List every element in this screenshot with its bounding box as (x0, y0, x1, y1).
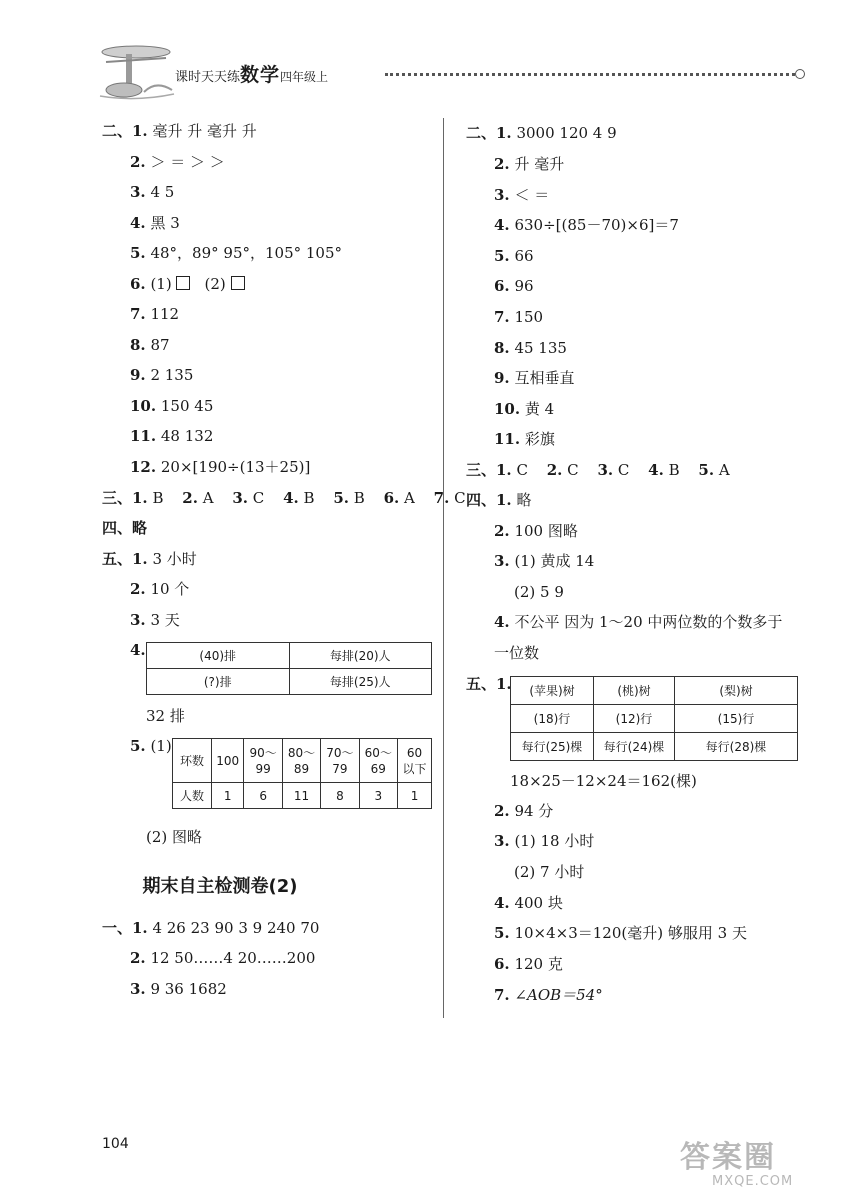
left-s5-l1 (102, 549, 197, 569)
answer: C (454, 489, 466, 507)
item-num: 5. (333, 489, 349, 507)
watermark-logo-icon (672, 1130, 822, 1190)
left-s3 (102, 488, 466, 508)
header-subject: 数学 (240, 64, 281, 86)
item-num: 4. (494, 216, 510, 234)
left-s2-l10 (130, 396, 213, 416)
square-icon (231, 276, 245, 290)
column-divider (443, 118, 444, 1018)
table-cell: (12)行 (594, 705, 675, 733)
table-cell: 80～ 89 (282, 739, 320, 783)
answer: ＞ ＝ ＞ ＞ (150, 153, 225, 171)
item-num: 2. (182, 489, 198, 507)
right-s2-l8 (494, 338, 567, 358)
right-s5-l4 (494, 893, 563, 913)
item-num: 5. (130, 737, 146, 755)
right-s5-l7 (494, 985, 603, 1005)
answer: 2 135 (150, 366, 194, 384)
answer: 120 克 (514, 955, 563, 973)
table-cell: (苹果)树 (511, 677, 594, 705)
left-s2-l8 (130, 335, 170, 355)
item-num: 3. (130, 611, 146, 629)
left-s2-l6 (130, 274, 245, 294)
answer: B (353, 489, 365, 507)
item-num: 7. (130, 305, 146, 323)
left-s2-l9 (130, 365, 193, 385)
sub-1: (1) (150, 275, 172, 293)
item-num: 9. (130, 366, 146, 384)
answer: 略 (516, 491, 532, 509)
item-num: 三、1. (466, 461, 512, 479)
answer: 不公平 因为 1～20 中两位数的个数多于 (514, 613, 783, 631)
item-num: 7. (494, 986, 510, 1004)
table-cell: 每排(20)人 (289, 643, 432, 669)
right-s5-l6 (494, 954, 563, 974)
item-num: 6. (494, 955, 510, 973)
item-num: 10. (494, 400, 521, 418)
right-s4-l4b: 一位数 (494, 644, 540, 662)
answer: ＜ ＝ (514, 186, 550, 204)
table-cell: 每行(28)棵 (675, 733, 798, 761)
right-s4-l1 (466, 490, 531, 510)
left-p2-l2 (130, 948, 315, 968)
table-cell: 3 (359, 783, 397, 809)
left-s5-ans4: 32 排 (146, 707, 185, 725)
table-cell: 8 (321, 783, 359, 809)
page-number: 104 (102, 1136, 129, 1152)
item-num: 7. (494, 308, 510, 326)
right-s2-l10 (494, 399, 554, 419)
table-cell: 每排(25)人 (289, 669, 432, 695)
item-num: 4. (494, 613, 510, 631)
left-s5-l4: 4. (130, 641, 146, 659)
table-cell: 60 以下 (398, 739, 432, 783)
answer: (1) 黄成 14 (514, 552, 595, 570)
item-num: 5. (494, 247, 510, 265)
answer: 400 块 (514, 894, 563, 912)
left-s5-l2 (130, 579, 189, 599)
running-header (175, 60, 328, 87)
answer: 45 135 (514, 339, 567, 357)
score-table (172, 738, 432, 809)
item-num: 10. (130, 397, 157, 415)
item-num: 5. (698, 461, 715, 479)
square-icon (176, 276, 190, 290)
answer: C (252, 489, 265, 507)
answer: C (617, 461, 630, 479)
item-num: 二、1. (102, 122, 148, 140)
item-num: 五、1. (102, 550, 148, 568)
answer: 3 天 (150, 611, 180, 629)
table-cell: 每行(25)棵 (511, 733, 594, 761)
item-num: 3. (494, 832, 510, 850)
answer: 4 5 (150, 183, 175, 201)
table-cell: (15)行 (675, 705, 798, 733)
left-s2-l3 (130, 182, 174, 202)
answer: 互相垂直 (514, 369, 575, 387)
answer: A (718, 461, 730, 479)
right-s2-l3 (494, 185, 549, 205)
item-num: 8. (130, 336, 146, 354)
answer: 48 132 (160, 427, 214, 445)
table-cell: (18)行 (511, 705, 594, 733)
item-num: 7. (433, 489, 450, 507)
item-num: 4. (494, 894, 510, 912)
right-s5-l5 (494, 923, 747, 943)
answer: 4 26 23 90 3 9 240 70 (152, 919, 320, 937)
answer: ∠AOB＝54° (514, 986, 603, 1004)
left-p2-l3 (130, 979, 227, 999)
right-s5-eq1: 18×25－12×24＝162(棵) (510, 772, 697, 790)
answer: 94 分 (514, 802, 554, 820)
item-num: 4. (283, 489, 299, 507)
answer: 3 小时 (152, 550, 197, 568)
right-s2-l7 (494, 307, 543, 327)
item-num: 8. (494, 339, 510, 357)
right-s5-l1: 五、1. (466, 675, 512, 693)
left-s2-l5 (130, 243, 342, 263)
left-s4: 四、略 (102, 519, 148, 537)
item-num: 4. (648, 461, 664, 479)
item-num: 2. (130, 580, 146, 598)
right-s4-l4 (494, 612, 782, 632)
right-s2-l4 (494, 215, 679, 235)
left-s5-l5 (130, 736, 172, 756)
item-num: 3. (232, 489, 249, 507)
right-s2-l9 (494, 368, 574, 388)
answer: 3000 120 4 9 (516, 124, 617, 142)
item-num: 11. (130, 427, 157, 445)
answer: 升 毫升 (514, 155, 565, 173)
item-num: 11. (494, 430, 521, 448)
table-cell: 人数 (173, 783, 212, 809)
table-cell: (桃)树 (594, 677, 675, 705)
item-num: 一、1. (102, 919, 148, 937)
item-num: 3. (130, 183, 146, 201)
table-cell: (梨)树 (675, 677, 798, 705)
answer: B (152, 489, 164, 507)
answer: 150 45 (160, 397, 214, 415)
trees-table (510, 676, 798, 761)
item-num: 5. (130, 244, 146, 262)
answer: 112 (150, 305, 180, 323)
table-cell: (?)排 (147, 669, 290, 695)
item-num: 9. (494, 369, 510, 387)
right-s5-l3b: (2) 7 小时 (514, 863, 585, 881)
answer: 48°，89° 95°，105° 105° (150, 244, 343, 262)
sub-2: (2) (204, 275, 226, 293)
item-num: 2. (494, 522, 510, 540)
watermark-small: MXQE.COM (712, 1174, 794, 1189)
people-rows-table (146, 642, 432, 695)
left-s2-l7 (130, 304, 179, 324)
section-title: 期末自主检测卷(2) (142, 876, 298, 897)
sub-1: (1) (150, 737, 172, 755)
answer: 630÷[(85－70)×6]＝7 (514, 216, 679, 234)
table-cell: 每行(24)棵 (594, 733, 675, 761)
answer: 12 50……4 20……200 (150, 949, 316, 967)
table-cell: 环数 (173, 739, 212, 783)
right-s2-l5 (494, 246, 534, 266)
item-num: 3. (494, 552, 510, 570)
answer: 10 个 (150, 580, 190, 598)
answer: A (404, 489, 415, 507)
table-cell: 1 (212, 783, 244, 809)
answer: 66 (514, 247, 534, 265)
answer: 黑 3 (150, 214, 180, 232)
watermark-big: 答案圈 (680, 1140, 776, 1175)
answer: 20×[190÷(13＋25)] (160, 458, 311, 476)
item-num: 三、1. (102, 489, 148, 507)
answer: 87 (150, 336, 170, 354)
answer: C (567, 461, 579, 479)
item-num: 3. (494, 186, 510, 204)
left-s5-ans5: (2) 图略 (146, 828, 203, 846)
right-s2-l2 (494, 154, 564, 174)
table-cell: (40)排 (147, 643, 290, 669)
left-s2-l2 (130, 152, 225, 172)
item-num: 二、1. (466, 124, 512, 142)
item-num: 3. (597, 461, 614, 479)
item-num: 6. (130, 275, 146, 293)
answer: 96 (514, 277, 534, 295)
answer: 彩旗 (524, 430, 555, 448)
answer: (1) 18 小时 (514, 832, 595, 850)
table-cell: 100 (212, 739, 244, 783)
right-s3 (466, 460, 730, 480)
table-cell: 70～ 79 (321, 739, 359, 783)
right-s5-l2 (494, 801, 553, 821)
answer: A (202, 489, 214, 507)
item-num: 4. (130, 214, 146, 232)
item-num: 6. (383, 489, 400, 507)
header-dotted-rule (385, 73, 795, 76)
header-grade: 四年级上 (280, 70, 329, 84)
table-cell: 11 (282, 783, 320, 809)
item-num: 2. (494, 802, 510, 820)
answer: 100 图略 (514, 522, 578, 540)
item-num: 2. (546, 461, 563, 479)
header-pre: 课时天天练 (175, 70, 241, 85)
item-num: 5. (494, 924, 510, 942)
right-s5-l3 (494, 831, 594, 851)
header-rule-end-icon (795, 69, 805, 79)
answer: 黄 4 (524, 400, 555, 418)
item-num: 6. (494, 277, 510, 295)
answer: 9 36 1682 (150, 980, 227, 998)
answer: 150 (514, 308, 544, 326)
answer: B (303, 489, 315, 507)
answer: 10×4×3＝120(毫升) 够服用 3 天 (514, 924, 747, 942)
item-num: 2. (130, 153, 146, 171)
left-s2-l4 (130, 213, 180, 233)
item-num: 12. (130, 458, 157, 476)
right-s2-l6 (494, 276, 534, 296)
answer: 毫升 升 毫升 升 (152, 122, 257, 140)
left-p2-l1 (102, 918, 319, 938)
table-cell: 6 (244, 783, 282, 809)
right-s2-l1 (466, 123, 617, 143)
left-s5-l3 (130, 610, 180, 630)
table-cell: 60～ 69 (359, 739, 397, 783)
left-s2-l11 (130, 426, 213, 446)
item-num: 四、1. (466, 491, 512, 509)
table-cell: 1 (398, 783, 432, 809)
left-s2-l12 (130, 457, 310, 477)
answer: B (668, 461, 680, 479)
table-cell: 90～ 99 (244, 739, 282, 783)
left-s2-l1 (102, 121, 257, 141)
right-s2-l11 (494, 429, 555, 449)
right-s4-l3b: (2) 5 9 (514, 583, 564, 601)
header-logo-icon (96, 40, 176, 102)
right-s4-l2 (494, 521, 578, 541)
item-num: 3. (130, 980, 146, 998)
right-s4-l3 (494, 551, 594, 571)
answer: C (516, 461, 528, 479)
item-num: 2. (130, 949, 146, 967)
item-num: 2. (494, 155, 510, 173)
